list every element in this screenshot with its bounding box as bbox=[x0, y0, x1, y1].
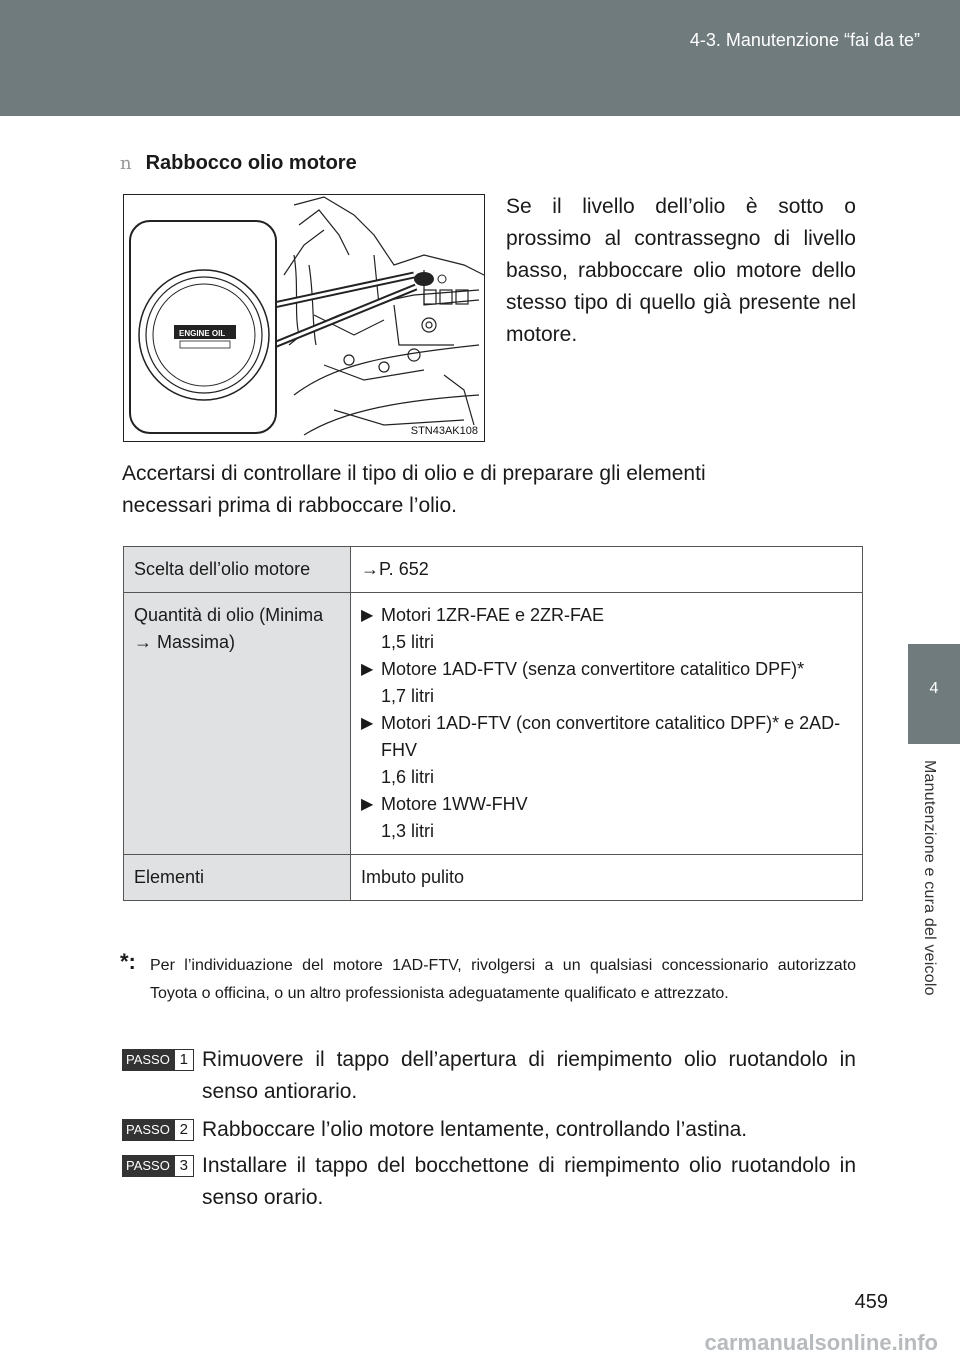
list-item: ▶ Motori 1AD-FTV (con convertitore catalitico DPF)* e 2AD-FHV 1,6 litri bbox=[361, 710, 852, 791]
chapter-label: Manutenzione e cura del veicolo bbox=[921, 760, 938, 996]
triangle-icon: ▶ bbox=[361, 715, 374, 732]
triangle-icon: ▶ bbox=[361, 796, 374, 813]
oil-quantity-label: Quantità di olio (Minima → Massima) bbox=[124, 593, 351, 855]
footnote-marker: *: bbox=[120, 949, 136, 974]
step-2 bbox=[122, 1114, 856, 1146]
step-text: Rimuovere il tappo dell’apertura di riempimento olio ruotandolo in senso antiorario. bbox=[202, 1048, 856, 1103]
step-3 bbox=[122, 1150, 856, 1214]
list-item: ▶ Motore 1AD-FTV (senza convertitore catalitico DPF)* 1,7 litri bbox=[361, 656, 852, 710]
bullet-marker: n bbox=[120, 153, 132, 174]
step-text: Installare il tappo del bocchettone di riempimento olio ruotandolo in senso orario. bbox=[202, 1154, 856, 1209]
oil-quantity-list bbox=[351, 593, 863, 855]
triangle-icon: ▶ bbox=[361, 661, 374, 678]
footnote bbox=[120, 949, 856, 1008]
list-item: ▶ Motori 1ZR-FAE e 2ZR-FAE 1,5 litri bbox=[361, 602, 852, 656]
intro-text: Se il livello dell’olio è sotto o prossimo al contrassegno di livello basso, rabboccare olio motore dello stesso tipo di quello già presente nel motore. bbox=[506, 195, 856, 346]
subsection-title: Rabbocco olio motore bbox=[145, 152, 357, 174]
page-header bbox=[0, 0, 960, 116]
oil-choice-label: Scelta dell’olio motore bbox=[124, 547, 351, 593]
section-title: 4-3. Manutenzione “fai da te” bbox=[689, 30, 920, 50]
oil-choice-value: →P. 652 bbox=[351, 547, 863, 593]
list-item: ▶ Motore 1WW-FHV 1,3 litri bbox=[361, 791, 852, 845]
preparation-paragraph bbox=[122, 458, 856, 522]
engine-oil-cap-diagram bbox=[124, 195, 485, 442]
table-row bbox=[124, 855, 863, 901]
items-label: Elementi bbox=[124, 855, 351, 901]
paragraph-line-2: necessari prima di rabboccare l’olio. bbox=[122, 494, 457, 517]
cap-label: ENGINE OIL bbox=[179, 329, 226, 338]
watermark: carmanualsonline.info bbox=[704, 1330, 938, 1355]
triangle-icon: ▶ bbox=[361, 607, 374, 624]
figure-code: STN43AK108 bbox=[410, 425, 478, 437]
items-value: Imbuto pulito bbox=[351, 855, 863, 901]
step-1 bbox=[122, 1044, 856, 1108]
step-badge: PASSO 3 bbox=[122, 1155, 194, 1177]
chapter-number: 4 bbox=[929, 680, 939, 697]
oil-spec-table bbox=[123, 546, 863, 901]
footnote-text: Per l’individuazione del motore 1AD-FTV, rivolgersi a un qualsiasi concessionario autorizzato Toyota o officina, o un altro professionista adeguatamente qualificato e attrezzato. bbox=[150, 957, 856, 1002]
subsection-heading bbox=[120, 152, 357, 175]
step-badge: PASSO 1 bbox=[122, 1049, 194, 1071]
table-row bbox=[124, 547, 863, 593]
chapter-tab bbox=[908, 644, 960, 744]
engine-illustration bbox=[123, 194, 485, 442]
page-number: 459 bbox=[854, 1291, 888, 1313]
table-row bbox=[124, 593, 863, 855]
step-badge: PASSO 2 bbox=[122, 1119, 194, 1141]
step-text: Rabboccare l’olio motore lentamente, controllando l’astina. bbox=[202, 1118, 748, 1141]
paragraph-line-1: Accertarsi di controllare il tipo di olio e di preparare gli elementi bbox=[122, 462, 706, 485]
